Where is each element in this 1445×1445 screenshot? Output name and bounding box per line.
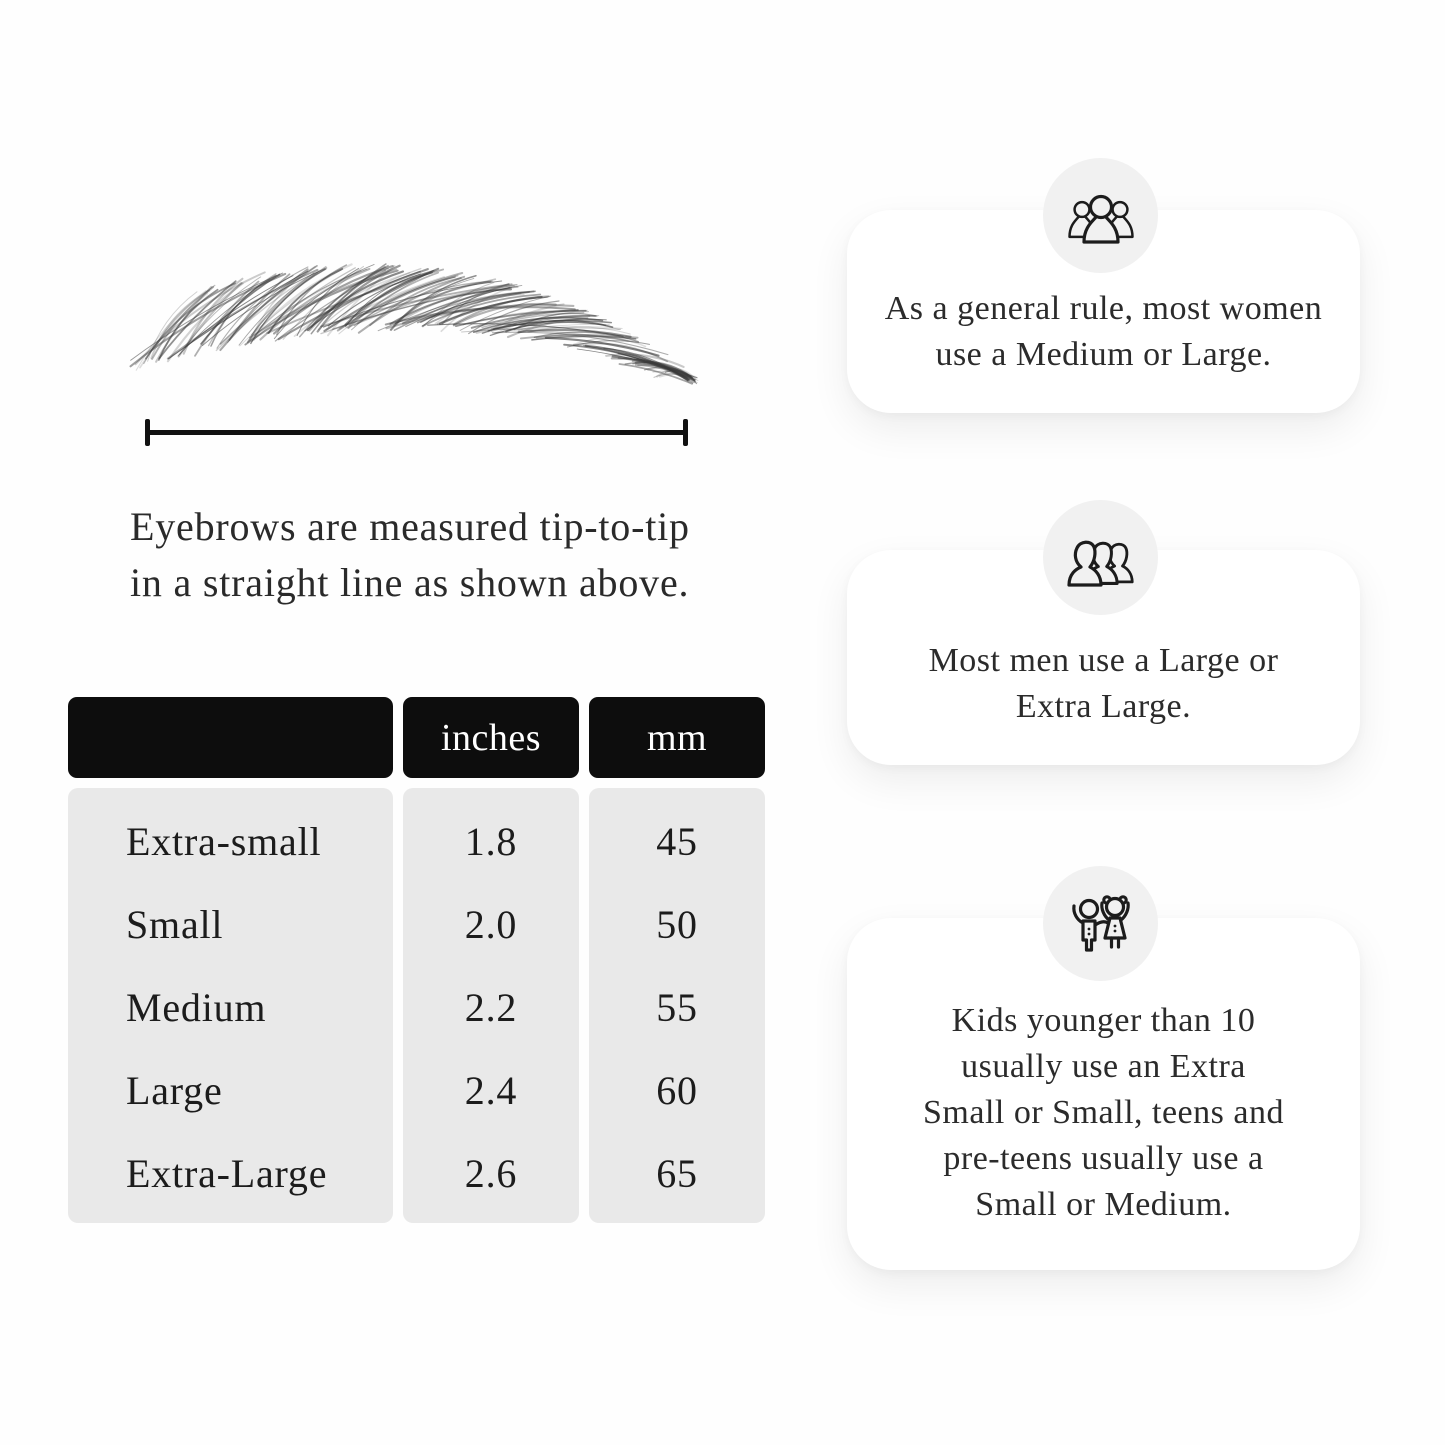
card-text-line: use a Medium or Large. bbox=[935, 336, 1272, 373]
size-table-header-inches: inches bbox=[403, 697, 579, 778]
table-row-label: Extra-Large bbox=[126, 1151, 328, 1196]
card-text-line: Small or Medium. bbox=[975, 1186, 1232, 1223]
size-table-header-mm: mm bbox=[589, 697, 765, 778]
eyebrow-illustration bbox=[100, 228, 720, 408]
size-table bbox=[68, 697, 765, 1223]
table-cell-inches: 1.8 bbox=[464, 819, 518, 864]
table-cell-mm: 55 bbox=[656, 985, 698, 1030]
size-table-body bbox=[68, 788, 765, 1223]
size-table-label-column bbox=[68, 788, 393, 1223]
info-card-women-text bbox=[871, 286, 1336, 378]
measurement-caption bbox=[130, 499, 730, 611]
caption-line-1: Eyebrows are measured tip-to-tip bbox=[130, 504, 690, 549]
card-text-line: Extra Large. bbox=[1015, 688, 1192, 725]
info-card-kids-text bbox=[871, 998, 1336, 1228]
table-row-label: Extra-small bbox=[126, 819, 322, 864]
table-row-label: Large bbox=[126, 1068, 223, 1113]
card-text-line: pre-teens usually use a bbox=[943, 1140, 1264, 1177]
card-text-line: As a general rule, most women bbox=[884, 290, 1323, 327]
table-cell-mm: 60 bbox=[656, 1068, 698, 1113]
card-text-line: usually use an Extra bbox=[961, 1048, 1246, 1085]
info-card-men-text bbox=[871, 638, 1336, 730]
measurement-right-tick-icon bbox=[683, 419, 688, 446]
measurement-line bbox=[145, 419, 688, 446]
table-cell-mm: 50 bbox=[656, 902, 698, 947]
size-table-header-size bbox=[68, 697, 393, 778]
card-text-line: Kids younger than 10 bbox=[951, 1002, 1256, 1039]
table-cell-inches: 2.2 bbox=[464, 985, 518, 1030]
measurement-bar bbox=[147, 430, 686, 435]
eyebrow-sketch-icon bbox=[100, 228, 720, 408]
table-row-label: Small bbox=[126, 902, 224, 947]
table-cell-mm: 65 bbox=[656, 1151, 698, 1196]
size-table-mm-column bbox=[589, 788, 765, 1223]
table-cell-mm: 45 bbox=[656, 819, 698, 864]
table-cell-inches: 2.6 bbox=[464, 1151, 518, 1196]
size-table-header-row bbox=[68, 697, 765, 778]
men-group-icon bbox=[1043, 500, 1158, 615]
caption-line-2: in a straight line as shown above. bbox=[130, 560, 690, 605]
table-cell-inches: 2.0 bbox=[464, 902, 518, 947]
size-table-inches-column bbox=[403, 788, 579, 1223]
table-cell-inches: 2.4 bbox=[464, 1068, 518, 1113]
card-text-line: Small or Small, teens and bbox=[923, 1094, 1284, 1131]
table-row-label: Medium bbox=[126, 985, 267, 1030]
women-group-icon bbox=[1043, 158, 1158, 273]
card-text-line: Most men use a Large or bbox=[928, 642, 1279, 679]
kids-icon bbox=[1043, 866, 1158, 981]
